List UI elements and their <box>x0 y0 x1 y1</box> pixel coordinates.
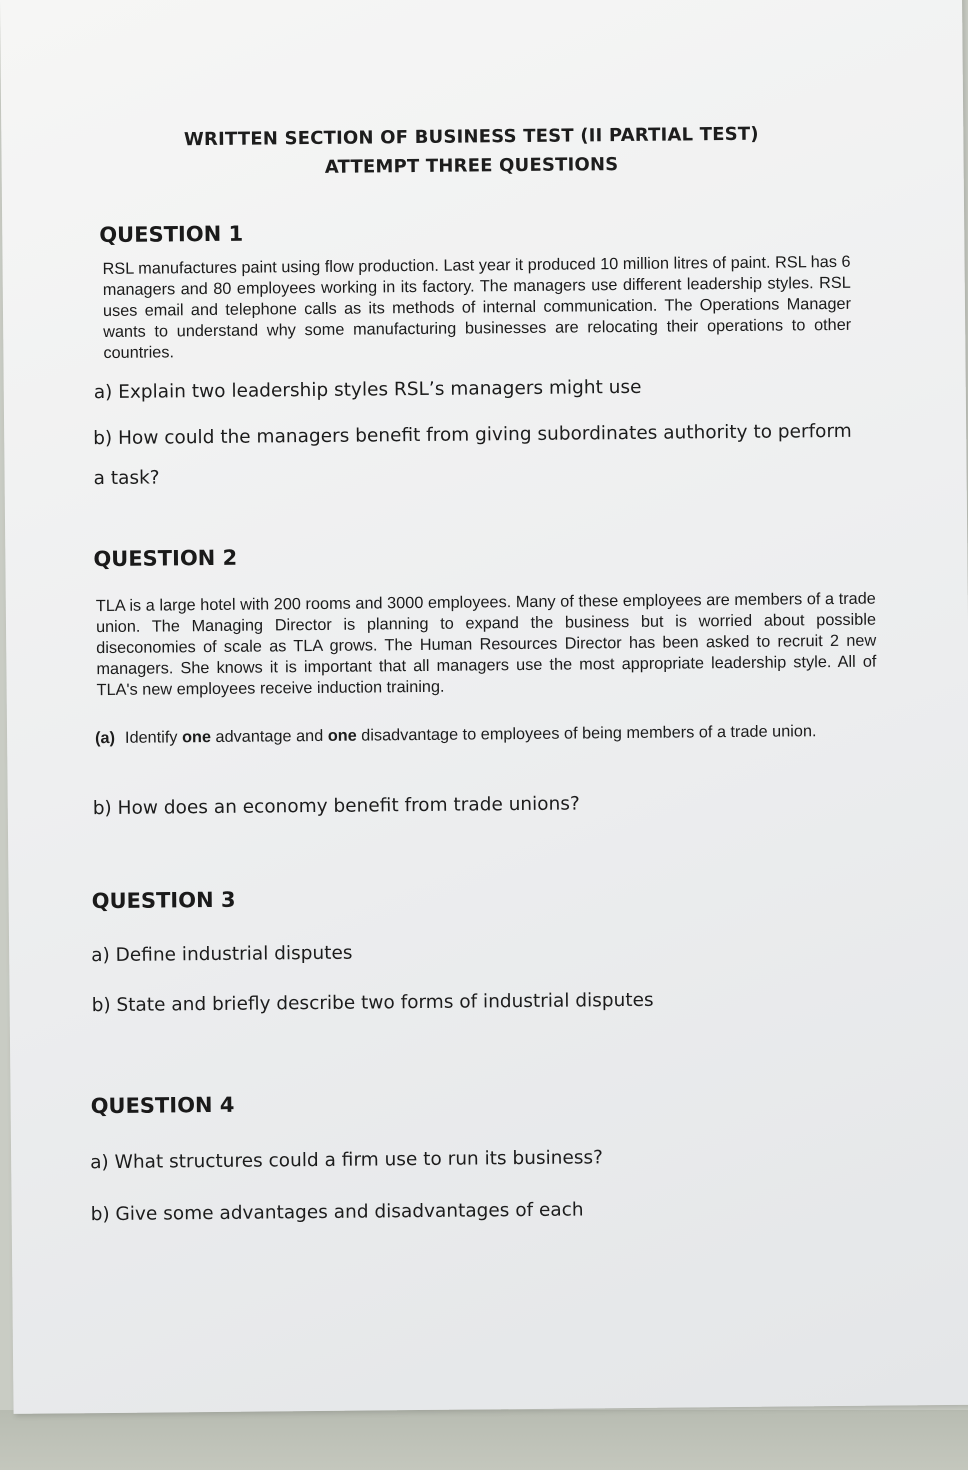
test-title: WRITTEN SECTION OF BUSINESS TEST (II PARTIAL TEST) <box>183 123 759 151</box>
question-4a: a) What structures could a firm use to run its business? <box>90 1147 604 1174</box>
desk-background <box>0 1410 968 1470</box>
question-4b: b) Give some advantages and disadvantages of each <box>90 1199 584 1226</box>
question-3b: b) State and briefly describe two forms of industrial disputes <box>91 989 654 1017</box>
question-4-heading: QUESTION 4 <box>90 1092 235 1119</box>
question-2-passage: TLA is a large hotel with 200 rooms and 3000 employees. Many of these employees are members of a trade union. The Managing Director is planning to expand the business but is worried about possible diseconomies of scale as TLA grows. The Human Resources Director has been asked to recruit 2 new managers. She knows it is important that all managers use the most appropriate leadership style. All of TLA's new employees receive induction training. <box>95 589 877 700</box>
question-1a: a) Explain two leadership styles RSL’s managers might use <box>93 376 642 404</box>
question-2a-label: (a) <box>95 728 116 748</box>
question-2a: (a) Identify one advantage and one disadvantage to employees of being members of a trade union. <box>95 722 817 748</box>
question-2-heading: QUESTION 2 <box>93 545 238 572</box>
test-instruction: ATTEMPT THREE QUESTIONS <box>324 154 619 178</box>
question-1-heading: QUESTION 1 <box>99 221 244 248</box>
question-3a: a) Define industrial disputes <box>91 942 353 967</box>
question-1-passage: RSL manufactures paint using flow production. Last year it produced 10 million litres of paint. RSL has 6 managers and 80 employees working in its factory. The managers use different leadership styles. RSL uses email and telephone calls as its methods of internal communication. The Operations Manager wants to understand why some manufacturing businesses are relocating their operations to other countries. <box>102 252 852 363</box>
question-1b: b) How could the managers benefit from giving subordinates authority to perform a task? <box>93 420 852 490</box>
question-3-heading: QUESTION 3 <box>91 887 236 914</box>
question-2b: b) How does an economy benefit from trade unions? <box>92 793 580 820</box>
